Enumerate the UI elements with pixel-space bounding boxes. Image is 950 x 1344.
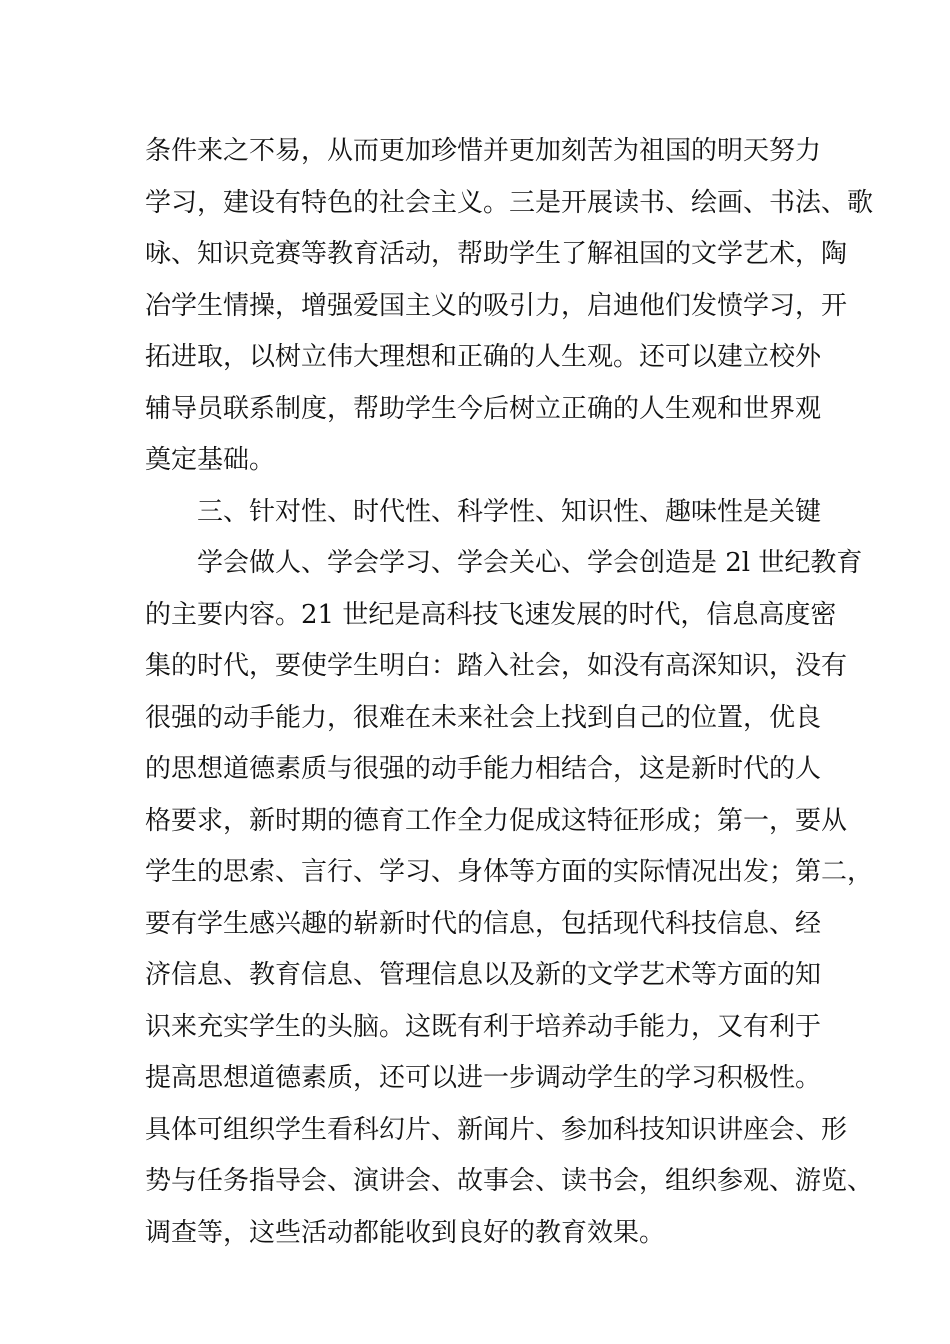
text-line: 格要求，新时期的德育工作全力促成这特征形成；第一，要从 [145, 805, 848, 836]
text-line: 的主要内容。21 世纪是高科技飞速发展的时代，信息高度密 [145, 599, 837, 630]
text-line: 识来充实学生的头脑。这既有利于培养动手能力，又有利于 [145, 1011, 822, 1042]
text-line: 提高思想道德素质，还可以进一步调动学生的学习积极性。 [145, 1063, 822, 1093]
text-line: 势与任务指导会、演讲会、故事会、读书会，组织参观、游览、 [145, 1166, 874, 1196]
text-line: 学习，建设有特色的社会主义。三是开展读书、绘画、书法、歌 [145, 187, 874, 218]
text-line: 三、针对性、时代性、科学性、知识性、趣味性是关键 [197, 496, 822, 527]
text-line: 咏、知识竞赛等教育活动，帮助学生了解祖国的文学艺术，陶 [145, 239, 848, 269]
text-line: 要有学生感兴趣的崭新时代的信息，包括现代科技信息、经 [145, 908, 822, 939]
text-line: 济信息、教育信息、管理信息以及新的文学艺术等方面的知 [145, 960, 822, 990]
text-line: 很强的动手能力，很难在未来社会上找到自己的位置，优良 [145, 702, 822, 733]
text-line: 集的时代，要使学生明白：踏入社会，如没有高深知识，没有 [145, 651, 848, 681]
text-line: 辅导员联系制度，帮助学生今后树立正确的人生观和世界观 [145, 393, 822, 424]
text-line: 学会做人、学会学习、学会关心、学会创造是 2l 世纪教育 [197, 548, 863, 578]
text-line: 的思想道德素质与很强的动手能力相结合，这是新时代的人 [145, 754, 822, 784]
text-line: 拓进取，以树立伟大理想和正确的人生观。还可以建立校外 [145, 342, 822, 372]
text-line: 学生的思索、言行、学习、身体等方面的实际情况出发；第二， [145, 857, 874, 887]
text-line: 冶学生情操，增强爱国主义的吸引力，启迪他们发愤学习，开 [145, 290, 848, 321]
text-line: 奠定基础。 [145, 445, 276, 475]
text-line: 条件来之不易，从而更加珍惜并更加刻苦为祖国的明天努力 [145, 136, 822, 166]
text-line: 具体可组织学生看科幻片、新闻片、参加科技知识讲座会、形 [145, 1114, 848, 1145]
body-text [145, 126, 874, 1259]
text-line: 调查等，这些活动都能收到良好的教育效果。 [145, 1217, 666, 1248]
